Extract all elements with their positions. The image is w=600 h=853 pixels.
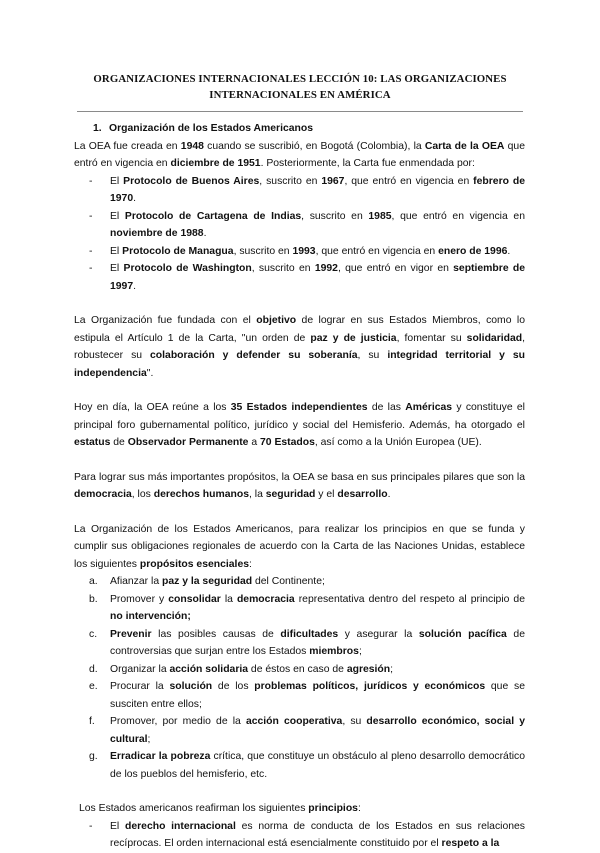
paragraph-oea-creation: La OEA fue creada en 1948 cuando se suscribió, en Bogotá (Colombia), la Carta de la OEA que entró en vigencia en diciembre de 1951. Posteriormente, la Carta fue enmendada por: — [74, 140, 525, 169]
paragraph-principles-intro: Los Estados americanos reafirman los siguientes principios: — [79, 803, 361, 814]
page-title — [70, 71, 530, 103]
list-item: d. Organizar la acción solidaria de éstos en caso de agresión; — [89, 663, 394, 675]
section-heading — [74, 120, 525, 138]
title-line-2: INTERNACIONALES EN AMÉRICA — [209, 89, 391, 101]
paragraph-pillars: Para lograr sus más importantes propósitos, la OEA se basa en sus principales pilares que son la democracia, los derechos humanos, la seguridad y el desarrollo. — [74, 471, 525, 500]
title-divider — [77, 111, 523, 112]
list-item: - El Protocolo de Managua, suscrito en 1993, que entró en vigencia en enero de 1996. — [89, 245, 511, 257]
section-number: 1. — [93, 123, 102, 134]
principles-list — [74, 818, 525, 853]
list-item: g. Erradicar la pobreza crítica, que constituye un obstáculo al pleno desarrollo democrático de los pueblos del hemisferio, etc. — [89, 751, 525, 780]
paragraph-objective: La Organización fue fundada con el objetivo de lograr en sus Estados Miembros, como lo estipula el Artículo 1 de la Carta, "un orden de paz y de justicia, fomentar su solidaridad, robustecer su colaboración y defender su soberanía, su integridad territorial y su independencia". — [74, 315, 526, 379]
list-item: - El Protocolo de Cartagena de Indias, suscrito en 1985, que entró en vigencia en noviembre de 1988. — [89, 210, 525, 239]
list-item: - El Protocolo de Buenos Aires, suscrito en 1967, que entró en vigencia en febrero de 1970. — [89, 175, 526, 204]
title-line-1: ORGANIZACIONES INTERNACIONALES LECCIÓN 10: LAS ORGANIZACIONES — [93, 73, 507, 85]
list-item: f. Promover, por medio de la acción cooperativa, su desarrollo económico, social y cultural; — [89, 716, 526, 745]
list-item: c. Prevenir las posibles causas de dificultades y asegurar la solución pacífica de controversias que surjan entre los Estados miembros; — [89, 628, 525, 657]
list-item: a. Afianzar la paz y la seguridad del Continente; — [89, 576, 325, 587]
document-body — [74, 120, 525, 853]
section-title: Organización de los Estados Americanos — [109, 123, 314, 134]
list-item: - El Protocolo de Washington, suscrito en 1992, que entró en vigor en septiembre de 1997. — [89, 263, 525, 292]
paragraph-purposes-intro: La Organización de los Estados Americanos, para realizar los principios en que se funda y cumplir sus obligaciones regionales de acuerdo con la Carta de las Naciones Unidas, establece los siguientes propósitos esenciales: — [74, 523, 525, 570]
list-item: b. Promover y consolidar la democracia representativa dentro del respeto al principio de no intervención; — [89, 593, 525, 622]
list-item: e. Procurar la solución de los problemas políticos, jurídicos y económicos que se susciten entre ellos; — [89, 681, 525, 710]
purposes-list — [74, 573, 525, 783]
list-item: - El derecho internacional es norma de conducta de los Estados en sus relaciones recíprocas. El orden internacional está esencialmente constituido por el respeto a la — [89, 820, 525, 849]
protocol-list — [74, 173, 525, 296]
paragraph-members: Hoy en día, la OEA reúne a los 35 Estados independientes de las Américas y constituye el principal foro gubernamental político, jurídico y social del Hemisferio. Además, ha otorgado el estatus de Observador Permanente a 70 Estados, así como a la Unión Europea (UE). — [74, 402, 525, 448]
